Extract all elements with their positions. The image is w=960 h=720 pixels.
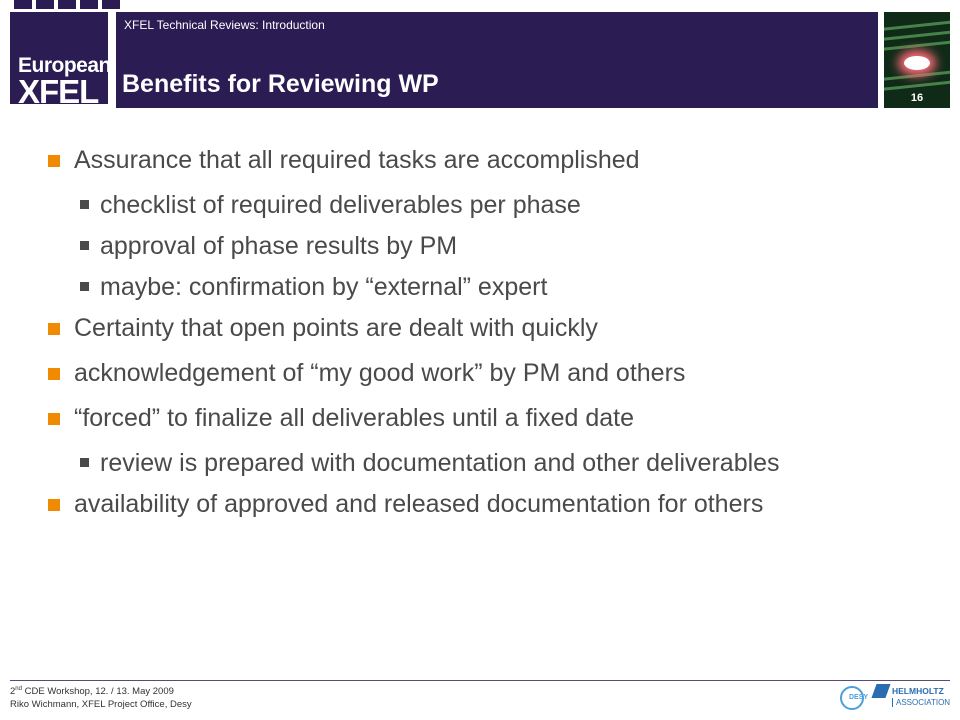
footer-author: Riko Wichmann, XFEL Project Office, Desy (10, 699, 192, 711)
bullet-text: availability of approved and released documentation for others (74, 490, 764, 518)
bullet-square-icon (48, 413, 60, 425)
bullet-square-icon (48, 155, 60, 167)
helmholtz-logo-icon (871, 684, 890, 698)
desy-logo-icon: DESY (840, 686, 864, 710)
sub-bullet-item (48, 448, 908, 479)
bullet-square-icon (48, 368, 60, 380)
logo-squares (14, 0, 120, 9)
bullet-text: acknowledgement of “my good work” by PM and others (74, 359, 686, 387)
bullet-text: Assurance that all required tasks are accomplished (74, 146, 640, 174)
bullet-text: Certainty that open points are dealt with quickly (74, 314, 598, 342)
sub-bullet-item (48, 190, 908, 221)
sub-bullet-text: checklist of required deliverables per phase (100, 191, 581, 219)
helmholtz-label: HELMHOLTZ (892, 686, 944, 696)
bullet-item (48, 358, 908, 389)
logo-text-xfel: XFEL (18, 73, 99, 110)
footer-divider (10, 680, 950, 681)
bullet-item (48, 489, 908, 520)
sub-bullet-text: review is prepared with documentation and other deliverables (100, 449, 780, 477)
sub-bullet-square-icon (80, 282, 89, 291)
bullet-square-icon (48, 499, 60, 511)
document-title: XFEL Technical Reviews: Introduction (124, 18, 325, 32)
header-photo (884, 12, 950, 108)
helmholtz-association-label: ASSOCIATION (892, 698, 950, 707)
bullet-square-icon (48, 323, 60, 335)
sub-bullet-square-icon (80, 458, 89, 467)
bullet-list (48, 145, 908, 534)
sub-bullet-item (48, 272, 908, 303)
bullet-item (48, 313, 908, 344)
bullet-text: “forced” to finalize all deliverables until a fixed date (74, 404, 635, 432)
european-xfel-logo (10, 12, 111, 110)
title-bar (116, 12, 878, 108)
sub-bullet-text: maybe: confirmation by “external” expert (100, 273, 548, 301)
slide-title: Benefits for Reviewing WP (122, 70, 439, 98)
footer-text (10, 683, 192, 711)
sub-bullet-square-icon (80, 200, 89, 209)
logo-text-european: European (18, 54, 111, 77)
slide-number: 16 (910, 92, 924, 104)
sub-bullet-square-icon (80, 241, 89, 250)
footer-event: 2nd CDE Workshop, 12. / 13. May 2009 (10, 686, 174, 698)
bullet-item (48, 145, 908, 176)
bullet-item (48, 403, 908, 434)
sub-bullet-text: approval of phase results by PM (100, 232, 458, 260)
sub-bullet-item (48, 231, 908, 262)
